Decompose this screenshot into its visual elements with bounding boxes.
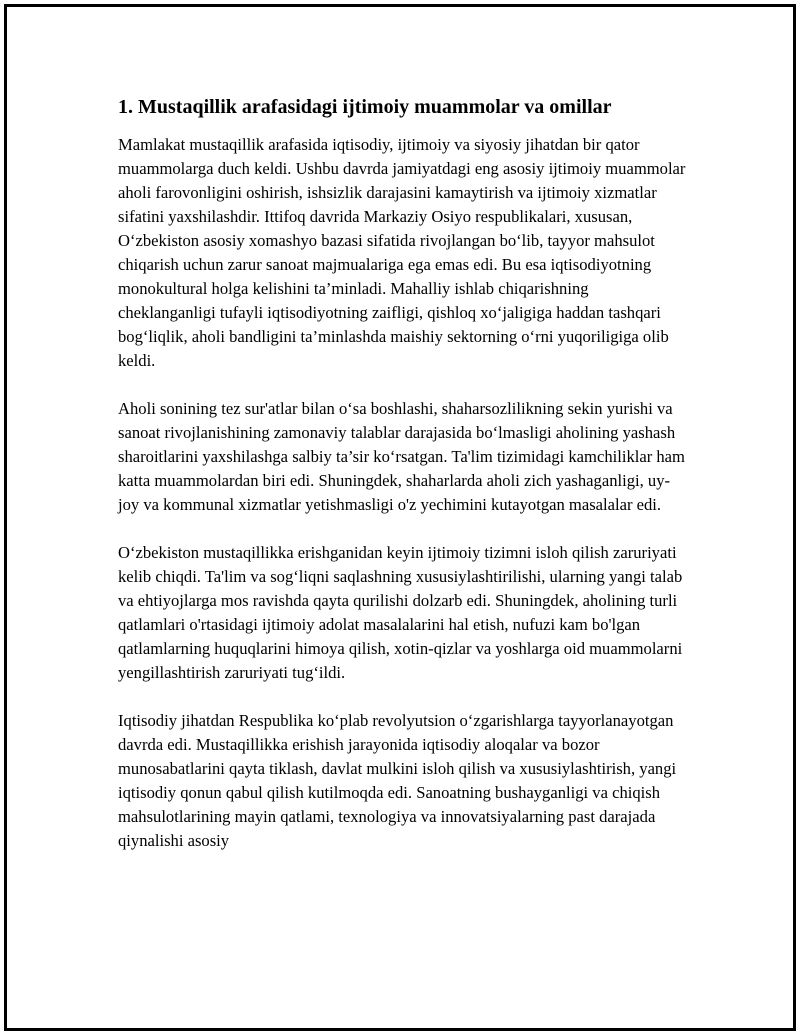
- paragraph-1: Mamlakat mustaqillik arafasida iqtisodiy, ijtimoiy va siyosiy jihatdan bir qator muammolarga duch keldi. Ushbu davrda jamiyatdagi eng asosiy ijtimoiy muammolar aholi farovonligini oshirish, ishsizlik darajasini kamaytirish va ijtimoiy xizmatlar sifatini yaxshilashdir. Ittifoq davrida Markaziy Osiyo respublikalari, xususan, O‘zbekiston asosiy xomashyo bazasi sifatida rivojlangan bo‘lib, tayyor mahsulot chiqarish uchun zarur sanoat majmualariga ega emas edi. Bu esa iqtisodiyotning monokultural holga kelishini ta’minladi. Mahalliy ishlab chiqarishning cheklanganligi tufayli iqtisodiyotning zaifligi, qishloq xo‘jaligiga haddan tashqari bog‘liqlik, aholi bandligini ta’minlashda maishiy sektorning o‘rni yuqoriligiga olib keldi.: [118, 135, 686, 370]
- section-heading: 1. Mustaqillik arafasidagi ijtimoiy muammolar va omillar: [118, 96, 612, 118]
- paragraph-2: Aholi sonining tez sur'atlar bilan o‘sa boshlashi, shaharsozlilikning sekin yurishi va sanoat rivojlanishining zamonaviy talablar darajasida bo‘lmasligi aholining yashash sharoitlarini yaxshilashga salbiy ta’sir ko‘rsatgan. Ta'lim tizimidagi kamchiliklar ham katta muammolardan biri edi. Shuningdek, shaharlarda aholi zich yashaganligi, uy-joy va kommunal xizmatlar yetishmasligi o'z yechimini kutayotgan masalalar edi.: [118, 399, 685, 514]
- document-body: [118, 93, 688, 877]
- paragraph-3: O‘zbekiston mustaqillikka erishganidan keyin ijtimoiy tizimni isloh qilish zaruriyati kelib chiqdi. Ta'lim va sog‘liqni saqlashning xususiylashtirilishi, ularning yangi talab va ehtiyojlarga mos ravishda qayta qurilishi dolzarb edi. Shuningdek, aholining turli qatlamlari o'rtasidagi ijtimoiy adolat masalalarini hal etish, nufuzi kam bo'lgan qatlamlarning huquqlarini himoya qilish, xotin-qizlar va yoshlarga oid muammolarni yengillashtirish zaruriyati tug‘ildi.: [118, 543, 683, 682]
- paragraph-4: Iqtisodiy jihatdan Respublika ko‘plab revolyutsion o‘zgarishlarga tayyorlanayotgan davrda edi. Mustaqillikka erishish jarayonida iqtisodiy aloqalar va bozor munosabatlarini qayta tiklash, davlat mulkini isloh qilish va xususiylashtirish, yangi iqtisodiy qonun qabul qilish kutilmoqda edi. Sanoatning bushayganligi va chiqish mahsulotlarining mayin qatlami, texnologiya va innovatsiyalarning past darajada qiynalishi asosiy: [118, 711, 677, 850]
